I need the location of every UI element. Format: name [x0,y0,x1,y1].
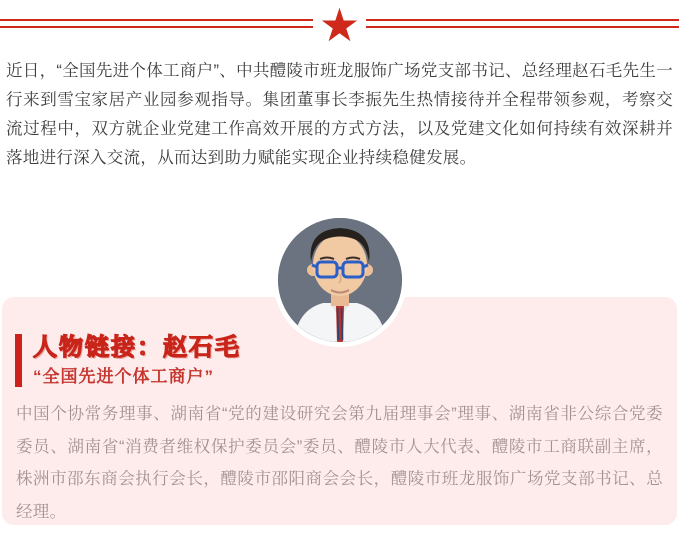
divider-lines-right [366,19,679,28]
avatar-row [0,213,679,347]
divider-lines-left [0,19,313,28]
portrait-photo [273,213,407,347]
intro-paragraph: 近日，“全国先进个体工商户”、中共醴陵市班龙服饰广场党支部书记、总经理赵石毛先生一行来到雪宝家居产业园参观指导。集团董事长李振先生热情接待并全程带领参观，考察交流过程中，双方就企业党建工作高效开展的方式方法，以及党建文化如何持续有效深耕并落地进行深入交流，从而达到助力赋能实现企业持续稳健发展。 [6,62,673,167]
profile-subtitle: “全国先进个体工商户” [33,367,214,386]
profile-bio: 中国个协常务理事、湖南省“党的建设研究会第九届理事会”理事、湖南省非公综合党委委员、湖南省“消费者维权保护委员会”委员、醴陵市人大代表、醴陵市工商联副主席，株洲市邵东商会执行会长，醴陵市邵阳商会会长，醴陵市班龙服饰广场党支部书记、总经理。 [16,405,663,521]
profile-title: 人物链接：赵石毛 [33,334,241,361]
star-icon: ★ [318,0,361,51]
portrait-illustration [278,218,402,342]
header-divider [0,0,679,51]
